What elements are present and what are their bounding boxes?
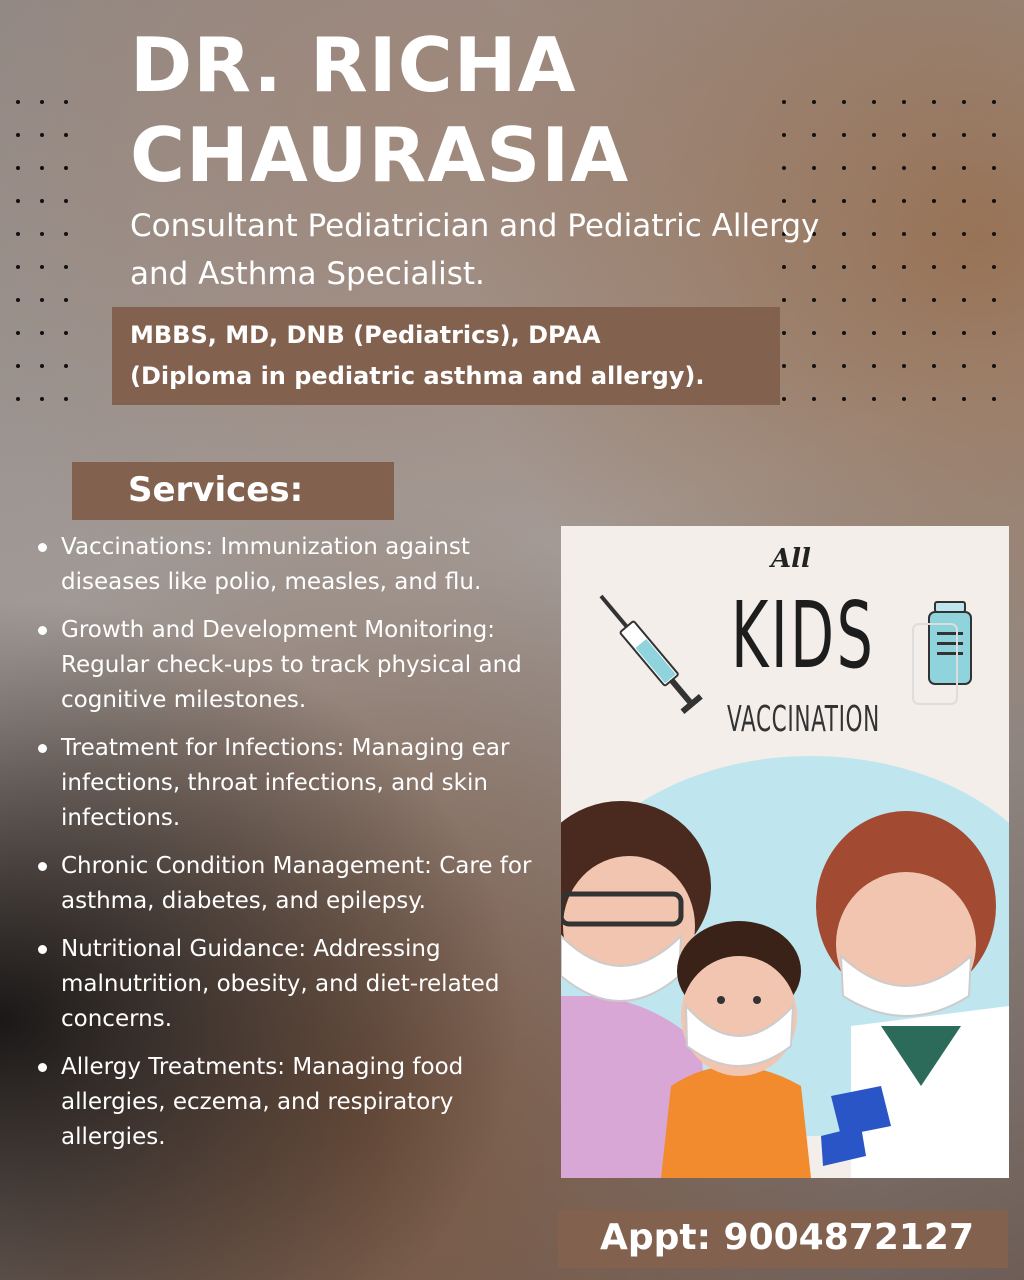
dot <box>64 166 68 170</box>
dot <box>992 199 996 203</box>
dot <box>40 265 44 269</box>
dot <box>782 298 786 302</box>
dot <box>992 331 996 335</box>
dot <box>992 133 996 137</box>
dot <box>64 364 68 368</box>
dot <box>782 397 786 401</box>
dot <box>16 100 20 104</box>
dot <box>902 397 906 401</box>
dot <box>992 364 996 368</box>
dot <box>40 166 44 170</box>
service-item: Nutritional Guidance: Addressing malnutrition, obesity, and diet-related concerns. <box>38 932 538 1037</box>
dot <box>902 364 906 368</box>
dot <box>842 298 846 302</box>
dot <box>872 133 876 137</box>
dot <box>992 397 996 401</box>
dot <box>962 331 966 335</box>
dot <box>932 232 936 236</box>
qualification-line: (Diploma in pediatric asthma and allergy). <box>130 362 705 390</box>
dot <box>64 100 68 104</box>
appointment-phone: Appt: 9004872127 <box>600 1217 975 1258</box>
doctor-name: DR. RICHA CHAURASIA <box>130 21 630 199</box>
qualifications-box <box>112 307 780 405</box>
dot <box>872 232 876 236</box>
dot <box>16 364 20 368</box>
service-item: Chronic Condition Management: Care for asthma, diabetes, and epilepsy. <box>38 849 538 919</box>
dot <box>64 199 68 203</box>
dot <box>962 133 966 137</box>
dot <box>992 166 996 170</box>
dot <box>902 331 906 335</box>
dot <box>842 133 846 137</box>
dot <box>992 100 996 104</box>
dot <box>932 166 936 170</box>
dot <box>902 232 906 236</box>
dot <box>902 100 906 104</box>
dot <box>932 298 936 302</box>
dot <box>902 298 906 302</box>
dot <box>842 199 846 203</box>
dot <box>40 199 44 203</box>
dot <box>40 397 44 401</box>
dot <box>16 298 20 302</box>
dot <box>40 331 44 335</box>
dot <box>812 298 816 302</box>
dot <box>40 364 44 368</box>
dot <box>992 265 996 269</box>
services-list <box>38 530 538 1168</box>
dot <box>812 397 816 401</box>
dot <box>932 364 936 368</box>
dot <box>40 100 44 104</box>
dot <box>40 298 44 302</box>
dot <box>64 265 68 269</box>
dot <box>64 397 68 401</box>
dot <box>962 166 966 170</box>
dot <box>64 133 68 137</box>
dot <box>902 133 906 137</box>
dot <box>962 100 966 104</box>
services-heading <box>72 462 394 520</box>
dot <box>932 199 936 203</box>
decorative-dots-left <box>16 100 88 430</box>
poster-kids-text: KIDS <box>731 582 876 689</box>
dot <box>872 199 876 203</box>
dot <box>872 331 876 335</box>
dot <box>962 199 966 203</box>
syringe-icon <box>592 588 703 714</box>
service-item: Allergy Treatments: Managing food allergies, eczema, and respiratory allergies. <box>38 1050 538 1155</box>
dot <box>962 265 966 269</box>
service-item: Treatment for Infections: Managing ear infections, throat infections, and skin infections. <box>38 731 538 836</box>
dot <box>872 397 876 401</box>
dot <box>782 331 786 335</box>
dot <box>872 100 876 104</box>
qualification-line: MBBS, MD, DNB (Pediatrics), DPAA <box>130 321 601 349</box>
dot <box>872 364 876 368</box>
dot <box>902 199 906 203</box>
dot <box>842 397 846 401</box>
dot <box>16 199 20 203</box>
dot <box>842 364 846 368</box>
dot <box>64 232 68 236</box>
dot <box>40 133 44 137</box>
doctor-specialty: Consultant Pediatrician and Pediatric Allergy and Asthma Specialist. <box>130 208 820 292</box>
dot <box>992 232 996 236</box>
dot <box>64 298 68 302</box>
dot <box>812 364 816 368</box>
dot <box>16 331 20 335</box>
dot <box>932 397 936 401</box>
dot <box>962 364 966 368</box>
appointment-box <box>558 1210 1008 1268</box>
dot <box>932 133 936 137</box>
dot <box>902 265 906 269</box>
dot <box>842 265 846 269</box>
dot <box>872 166 876 170</box>
dot <box>842 331 846 335</box>
poster-all-text: All <box>771 544 811 574</box>
dot <box>872 265 876 269</box>
dot <box>962 397 966 401</box>
kids-vaccination-poster <box>561 526 1009 1178</box>
dot <box>842 232 846 236</box>
dot <box>842 100 846 104</box>
dot <box>16 133 20 137</box>
dot <box>962 232 966 236</box>
dot <box>812 331 816 335</box>
dot <box>64 331 68 335</box>
dot <box>40 232 44 236</box>
dot <box>842 166 846 170</box>
dot <box>932 100 936 104</box>
dot <box>16 265 20 269</box>
dot <box>872 298 876 302</box>
dot <box>782 364 786 368</box>
service-item: Growth and Development Monitoring: Regular check-ups to track physical and cognitive milestones. <box>38 613 538 718</box>
vaccine-vial-icon <box>929 602 971 684</box>
services-heading-label: Services: <box>128 470 304 510</box>
dot <box>932 331 936 335</box>
service-item: Vaccinations: Immunization against diseases like polio, measles, and flu. <box>38 530 538 600</box>
dot <box>902 166 906 170</box>
dot <box>932 265 936 269</box>
poster-vaccination-text: VACCINATION <box>727 699 880 740</box>
dot <box>962 298 966 302</box>
dot <box>16 397 20 401</box>
dot <box>992 298 996 302</box>
dot <box>16 166 20 170</box>
dot <box>16 232 20 236</box>
